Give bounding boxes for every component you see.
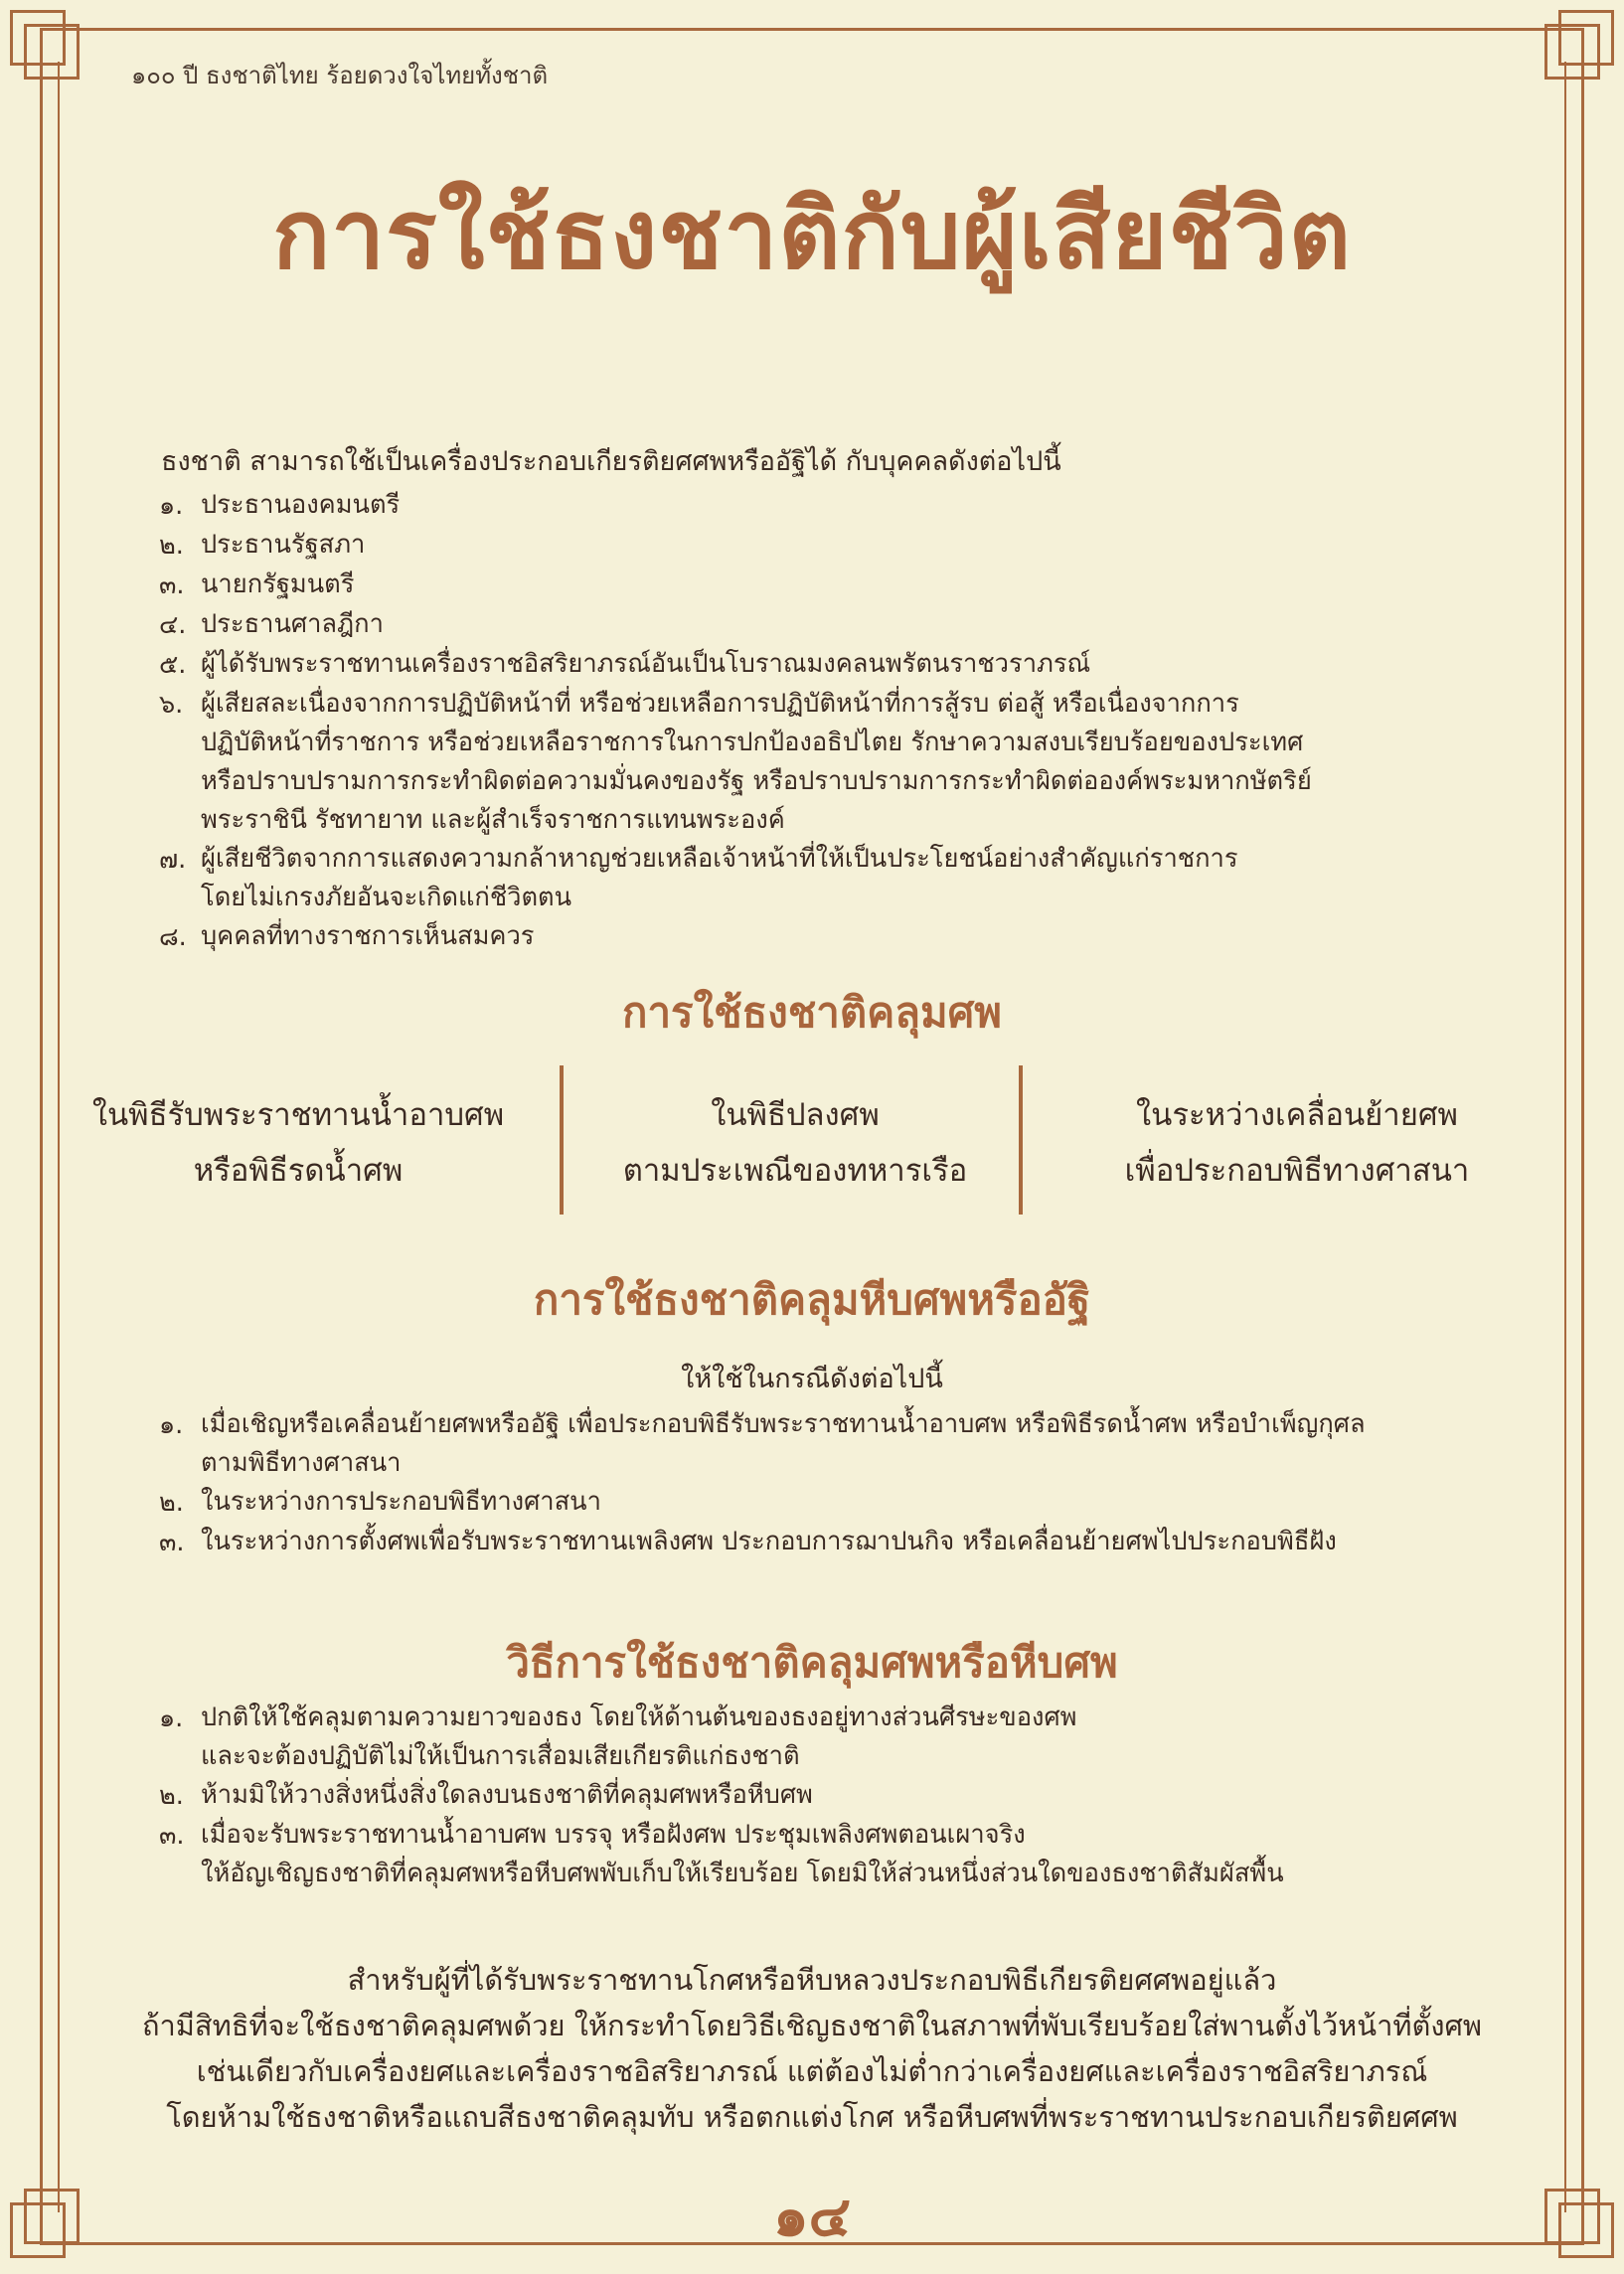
list-item: ๒. ประธานรัฐสภา <box>159 530 366 561</box>
list-item: ๓. เมื่อจะรับพระราชทานน้ำอาบศพ บรรจุ หรือฝังศพ ประชุมเพลิงศพตอนเผาจริง ให้อัญเชิญธงชาติที่คลุมศพหรือหีบศพพับเก็บให้เรียบร้อย โดยมิให้ส่วนหนึ่งส่วนใดของธงชาติสัมผัสพื้น <box>159 1820 1284 1888</box>
intro-text: ธงชาติ สามารถใช้เป็นเครื่องประกอบเกียรติยศศพหรืออัฐิได้ กับบุคคลดังต่อไปนี้ <box>161 446 1061 477</box>
section-subheading: ให้ใช้ในกรณีดังต่อไปนี้ <box>681 1364 943 1394</box>
column-divider <box>1019 1065 1023 1215</box>
list-item: ๖. ผู้เสียสละเนื่องจากการปฏิบัติหน้าที่ หรือช่วยเหลือการปฏิบัติหน้าที่การสู้รบ ต่อสู้ หรือเนื่องจากการ ปฏิบัติหน้าที่ราชการ หรือช่วยเหลือราชการในการปกป้องอธิปไตย รักษาความสงบเรียบร้อยของประเทศ หรือปราบปรามการกระทำผิดต่อความมั่นคงของรัฐ หรือปราบปรามการกระทำผิดต่อองค์พระมหากษัตริย์ พระราชินี รัชทายาท และผู้สำเร็จราชการแทนพระองค์ <box>159 689 1312 835</box>
occasion-column: ในพิธีรับพระราชทานน้ำอาบศพ หรือพิธีรดน้ำศพ <box>91 1097 505 1189</box>
covering-occasions <box>0 1065 1624 1215</box>
list-item: ๗. ผู้เสียชีวิตจากการแสดงความกล้าหาญช่วยเหลือเจ้าหน้าที่ให้เป็นประโยชน์อย่างสำคัญแก่ราชการ โดยไม่เกรงภัยอันจะเกิดแก่ชีวิตตน <box>159 844 1238 912</box>
list-item: ๑. ประธานองคมนตรี <box>159 490 401 521</box>
list-item: ๒. ห้ามมิให้วางสิ่งหนึ่งสิ่งใดลงบนธงชาติที่คลุมศพหรือหีบศพ <box>159 1780 813 1811</box>
list-item: ๑. เมื่อเชิญหรือเคลื่อนย้ายศพหรืออัฐิ เพื่อประกอบพิธีรับพระราชทานน้ำอาบศพ หรือพิธีรดน้ำศพ หรือบำเพ็ญกุศล ตามพิธีทางศาสนา <box>159 1409 1366 1478</box>
coffin-cases-list <box>159 1405 1511 1562</box>
occasion-column: ในระหว่างเคลื่อนย้ายศพ เพื่อประกอบพิธีทางศาสนา <box>1124 1097 1470 1189</box>
list-item: ๒. ในระหว่างการประกอบพิธีทางศาสนา <box>159 1487 601 1518</box>
list-item: ๕. ผู้ได้รับพระราชทานเครื่องราชอิสริยาภรณ์อันเป็นโบราณมงคลนพรัตนราชวราภรณ์ <box>159 649 1091 680</box>
frame-top <box>40 28 1584 31</box>
section-heading-covering: การใช้ธงชาติคลุมศพ <box>622 988 1002 1037</box>
page-number: ๑๔ <box>773 2185 851 2249</box>
eligible-persons-list <box>159 486 1511 957</box>
closing-line: ถ้ามีสิทธิที่จะใช้ธงชาติคลุมศพด้วย ให้กระทำโดยวิธีเชิญธงชาติในสภาพที่พับเรียบร้อยใส่พานตั้งไว้หน้าที่ตั้งศพ <box>141 2009 1483 2042</box>
list-item: ๓. ในระหว่างการตั้งศพเพื่อรับพระราชทานเพลิงศพ ประกอบการฌาปนกิจ หรือเคลื่อนย้ายศพไปประกอบพิธีฝัง <box>159 1527 1337 1557</box>
list-item: ๘. บุคคลที่ทางราชการเห็นสมควร <box>159 921 535 952</box>
section-heading-method: วิธีการใช้ธงชาติคลุมศพหรือหีบศพ <box>506 1638 1118 1687</box>
column-divider <box>560 1065 564 1215</box>
corner-ornament-top-left <box>0 0 89 89</box>
occasion-column: ในพิธีปลงศพ ตามประเพณีของทหารเรือ <box>622 1097 968 1189</box>
method-list <box>159 1699 1511 1893</box>
closing-line: เช่นเดียวกับเครื่องยศและเครื่องราชอิสริยาภรณ์ แต่ต้องไม่ต่ำกว่าเครื่องยศและเครื่องราชอิสริยาภรณ์ <box>196 2054 1428 2088</box>
closing-paragraph <box>40 1957 1584 2140</box>
corner-ornament-top-right <box>1535 0 1624 89</box>
page-title: การใช้ธงชาติกับผู้เสียชีวิต <box>272 179 1352 290</box>
running-head: ๑๐๐ ปี ธงชาติไทย ร้อยดวงใจไทยทั้งชาติ <box>131 62 549 89</box>
list-item: ๑. ปกติให้ใช้คลุมตามความยาวของธง โดยให้ด้านต้นของธงอยู่ทางส่วนศีรษะของศพ และจะต้องปฏิบัติไม่ให้เป็นการเสื่อมเสียเกียรติแก่ธงชาติ <box>159 1703 1077 1771</box>
section-heading-coffin: การใช้ธงชาติคลุมหีบศพหรืออัฐิ <box>533 1275 1091 1324</box>
closing-line: สำหรับผู้ที่ได้รับพระราชทานโกศหรือหีบหลวงประกอบพิธีเกียรติยศศพอยู่แล้ว <box>347 1963 1277 1997</box>
closing-line: โดยห้ามใช้ธงชาติหรือแถบสีธงชาติคลุมทับ หรือตกแต่งโกศ หรือหีบศพที่พระราชทานประกอบเกียรติยศศพ <box>166 2100 1458 2134</box>
list-item: ๔. ประธานศาลฎีกา <box>159 609 384 640</box>
list-item: ๓. นายกรัฐมนตรี <box>159 569 355 600</box>
